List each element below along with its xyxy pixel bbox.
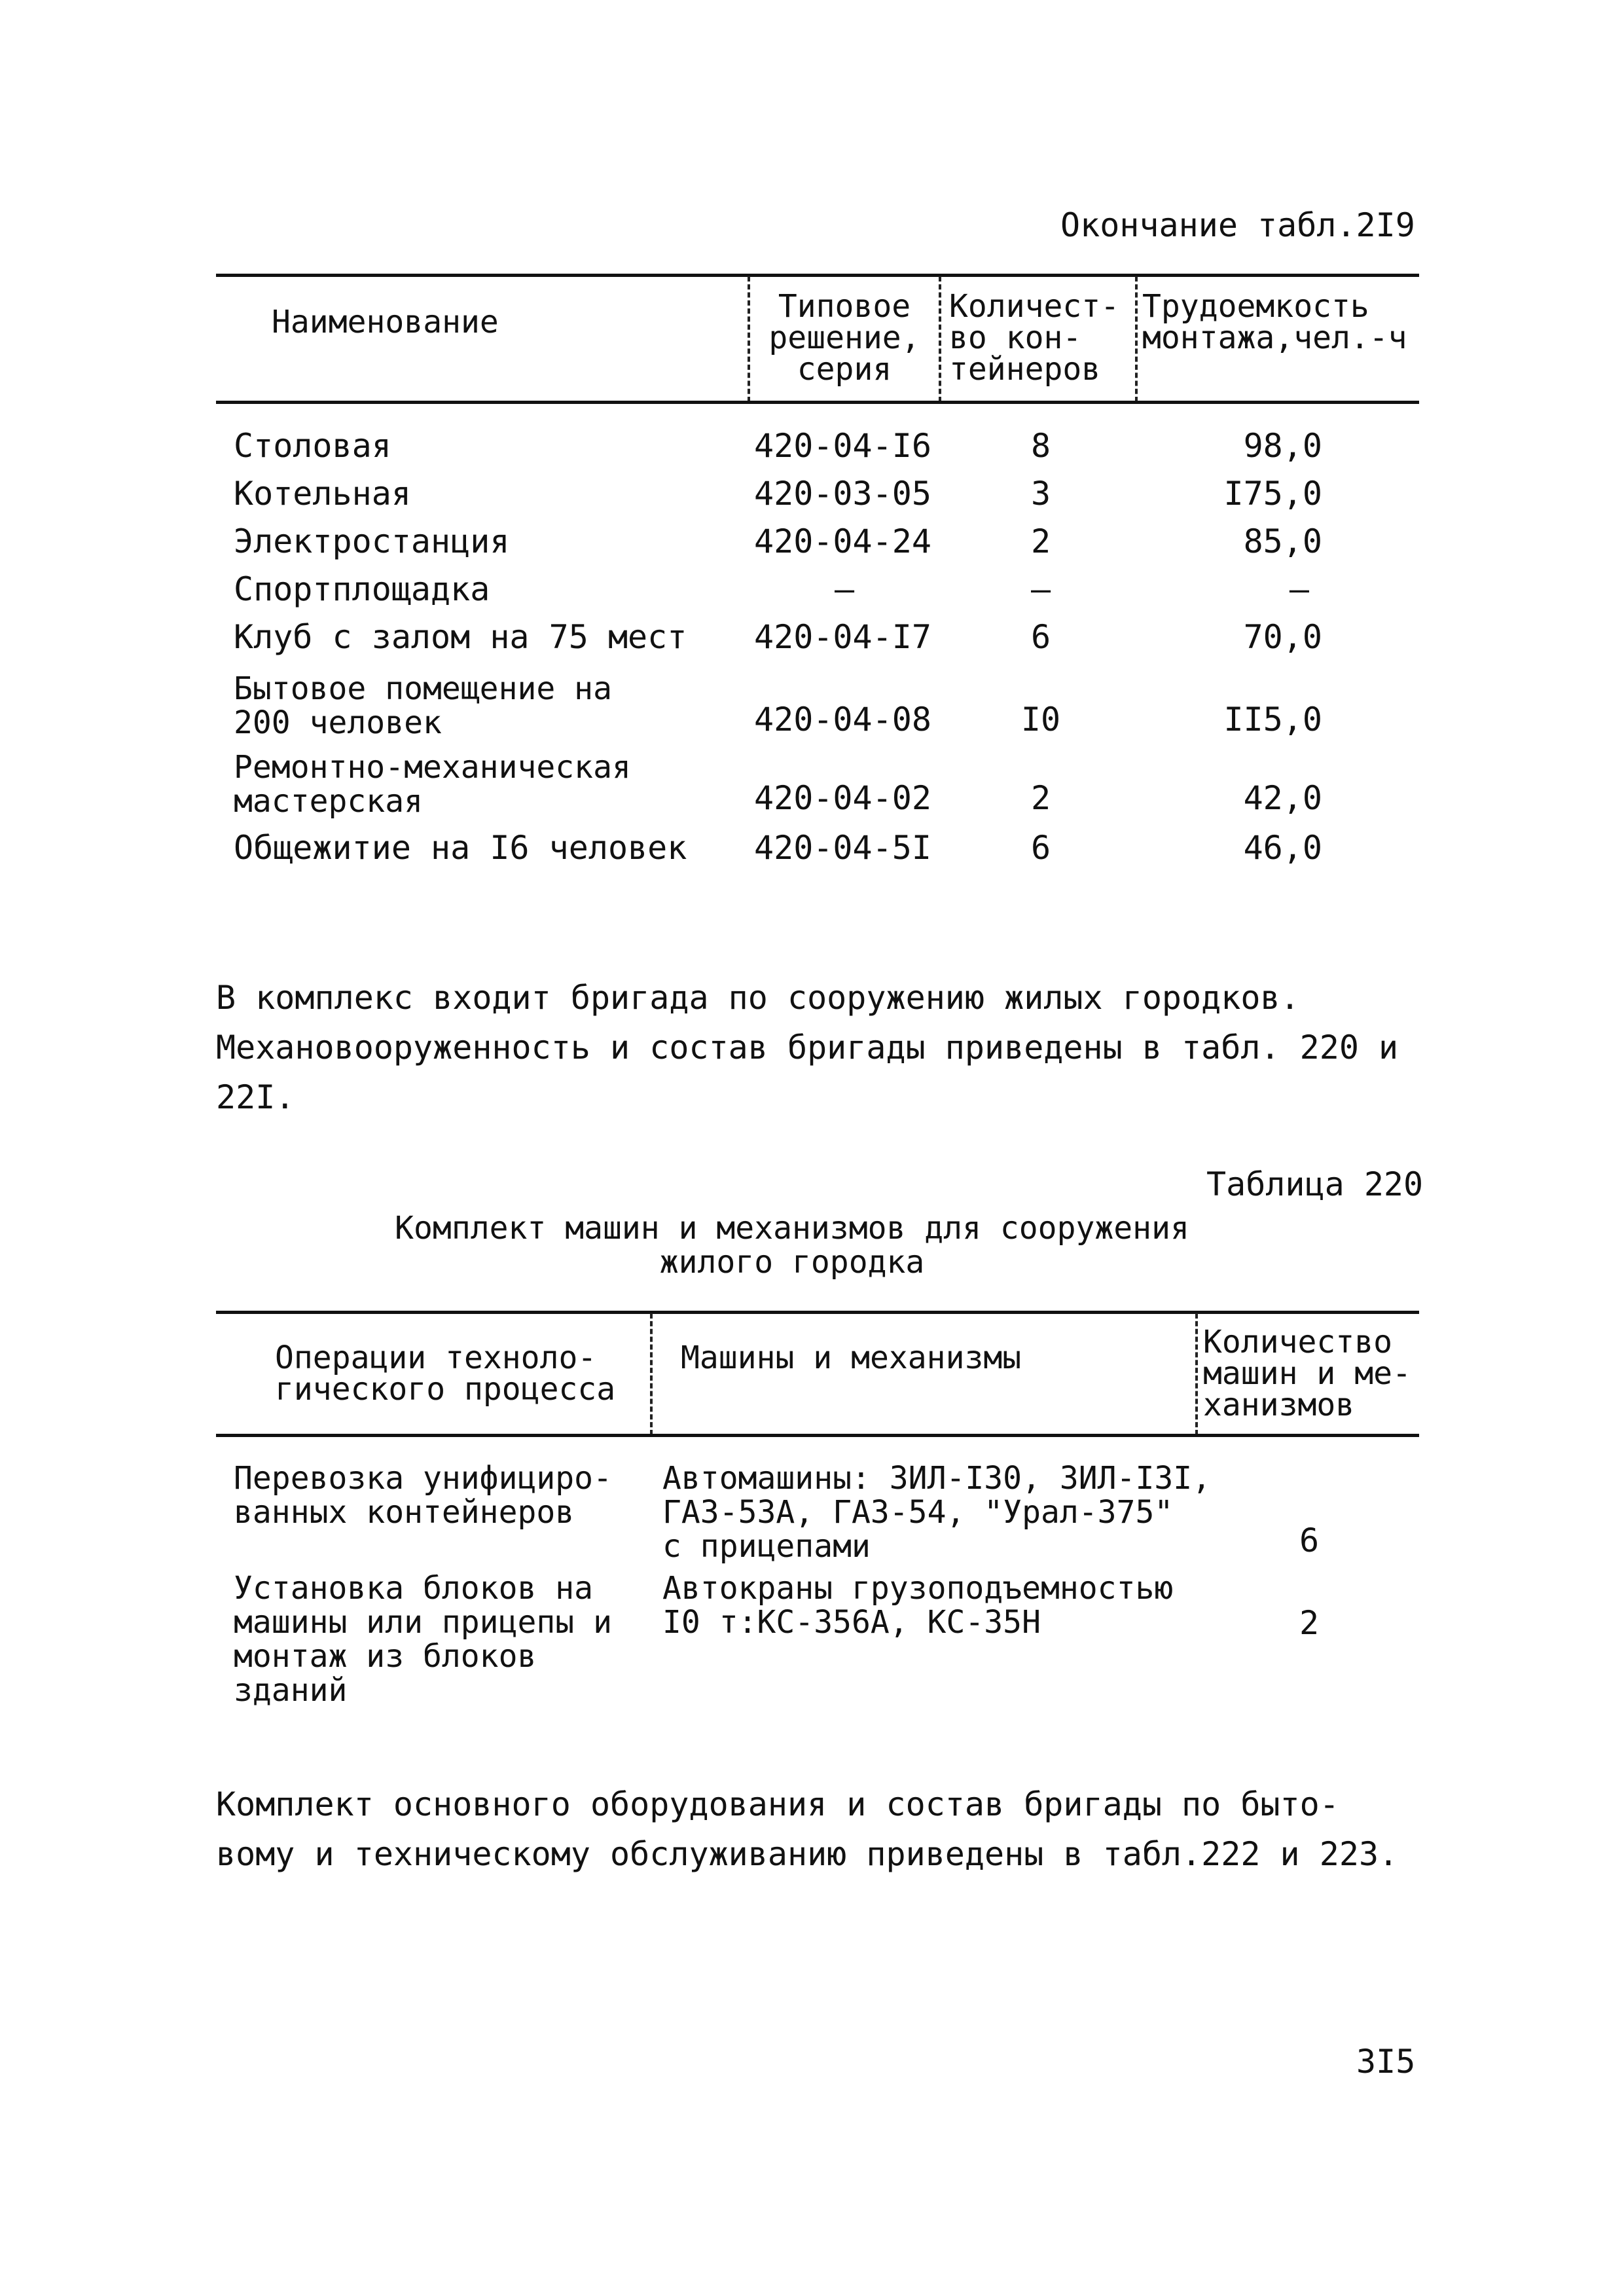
row-series: 420-04-I6 bbox=[754, 427, 931, 465]
row-machines: Автомашины: ЗИЛ-I30, ЗИЛ-I3I, ГАЗ-53А, ГАЗ-54, "Урал-375" с прицепами bbox=[662, 1460, 1212, 1565]
table220-title: Комплект машин и механизмов для сооружения жилого городка bbox=[395, 1210, 1189, 1281]
row-name: Спортплощадка bbox=[234, 570, 490, 608]
row-labor: 42,0 bbox=[1243, 779, 1322, 817]
table220-top-rule bbox=[216, 1311, 1419, 1314]
row-count: 3 bbox=[1030, 475, 1051, 513]
row-labor: I75,0 bbox=[1223, 475, 1322, 513]
row-series: 420-04-02 bbox=[754, 779, 931, 817]
row-series: – bbox=[834, 570, 855, 608]
row-name: Бытовое помещение на 200 человек bbox=[234, 670, 612, 741]
row-series: 420-04-24 bbox=[754, 522, 931, 560]
paragraph-equipment: Комплект основного оборудования и состав бригады по быто- вому и техническому обслуживанию приведены в табл.222 и 223. bbox=[216, 1785, 1399, 1873]
row-labor: 70,0 bbox=[1243, 618, 1322, 656]
table220-label: Таблица 220 bbox=[1206, 1165, 1424, 1203]
row-machines: Автокраны грузоподъемностью I0 т:КС-356А, КС-35Н bbox=[662, 1570, 1174, 1641]
row-series: 420-04-I7 bbox=[754, 618, 931, 656]
row-name: Электростанция bbox=[234, 522, 510, 560]
row-quantity: 2 bbox=[1299, 1604, 1320, 1642]
row-operation: Установка блоков на машины или прицепы и монтаж из блоков зданий bbox=[234, 1570, 612, 1709]
row-count: – bbox=[1030, 570, 1051, 608]
table220-header-quantity: Количество машин и ме- ханизмов bbox=[1203, 1324, 1411, 1423]
row-count: I0 bbox=[1020, 701, 1061, 738]
table219-header-rule bbox=[216, 401, 1419, 404]
row-series: 420-04-08 bbox=[754, 701, 931, 738]
table219-col-divider-1 bbox=[748, 276, 750, 402]
row-labor: 98,0 bbox=[1243, 427, 1322, 465]
row-operation: Перевозка унифициро- ванных контейнеров bbox=[234, 1460, 612, 1531]
paragraph-brigade: В комплекс входит бригада по сооружению жилых городков. Механовооруженность и состав бригады приведены в табл. 220 и 22I. bbox=[216, 979, 1399, 1116]
row-quantity: 6 bbox=[1299, 1522, 1320, 1559]
table219-col-divider-2 bbox=[939, 276, 941, 402]
table219-col-divider-3 bbox=[1135, 276, 1138, 402]
row-name: Столовая bbox=[234, 427, 391, 465]
table220-header-operations: Операции техноло- гического процесса bbox=[275, 1339, 616, 1408]
row-name: Котельная bbox=[234, 475, 411, 513]
row-labor: – bbox=[1289, 570, 1309, 608]
row-labor: 85,0 bbox=[1243, 522, 1322, 560]
row-labor: 46,0 bbox=[1243, 829, 1322, 867]
page-number: 3I5 bbox=[1356, 2043, 1416, 2081]
row-series: 420-04-5I bbox=[754, 829, 931, 867]
table219-header-name: Наименование bbox=[272, 304, 499, 340]
row-count: 2 bbox=[1030, 779, 1051, 817]
row-name: Ремонтно-механическая мастерская bbox=[234, 749, 631, 820]
table220-header-machines: Машины и механизмы bbox=[681, 1339, 1022, 1376]
table220-col-divider-2 bbox=[1195, 1313, 1198, 1435]
table219-caption: Окончание табл.2I9 bbox=[1060, 206, 1415, 244]
table219-top-rule bbox=[216, 274, 1419, 277]
table220-header-rule bbox=[216, 1434, 1419, 1437]
table219-header-containers: Количест- во кон- тейнеров bbox=[949, 288, 1120, 388]
row-count: 6 bbox=[1030, 618, 1051, 656]
row-name: Клуб с залом на 75 мест bbox=[234, 618, 687, 656]
row-count: 2 bbox=[1030, 522, 1051, 560]
row-name: Общежитие на I6 человек bbox=[234, 829, 687, 867]
table220-col-divider-1 bbox=[650, 1313, 653, 1435]
row-count: 8 bbox=[1030, 427, 1051, 465]
row-labor: II5,0 bbox=[1223, 701, 1322, 738]
table219-header-labor: Трудоемкость монтажа,чел.-ч bbox=[1142, 288, 1407, 356]
row-series: 420-03-05 bbox=[754, 475, 931, 513]
table219-header-type-solution: Типовое решение, серия bbox=[768, 288, 920, 388]
row-count: 6 bbox=[1030, 829, 1051, 867]
